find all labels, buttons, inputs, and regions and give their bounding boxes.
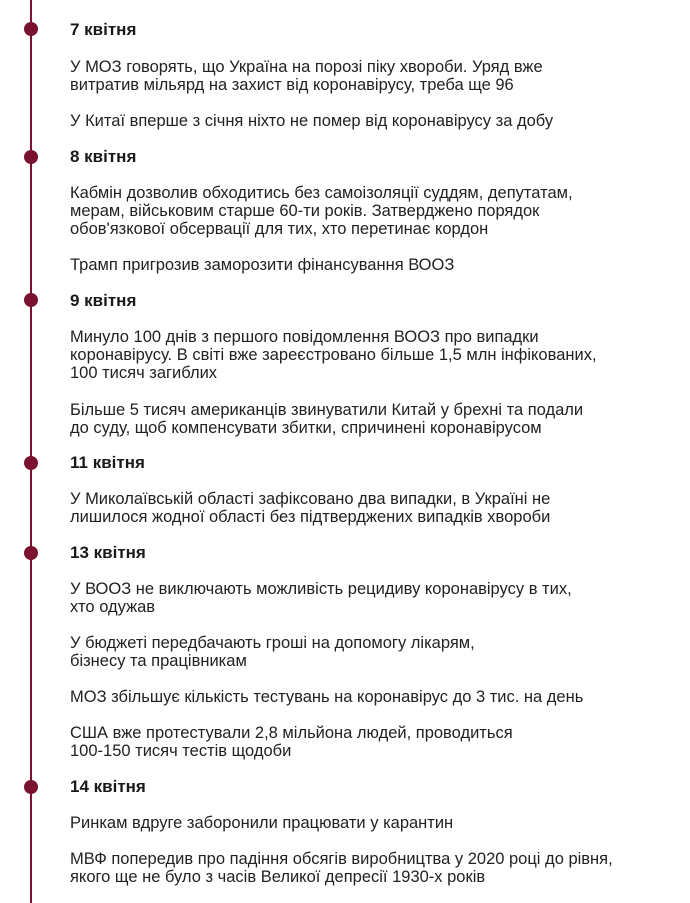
timeline-dot xyxy=(24,150,38,164)
news-entry: Минуло 100 днів з першого повідомлення ВООЗ про випадки коронавірусу. В світі вже зареєстровано більше 1,5 млн інфікованих, 100 тисяч загиблих xyxy=(70,328,597,382)
timeline-dot xyxy=(24,780,38,794)
news-entry: Трамп пригрозив заморозити фінансування ВООЗ xyxy=(70,256,455,274)
news-entry: МОЗ збільшує кількість тестувань на коронавірус до 3 тис. на день xyxy=(70,688,584,706)
news-entry: МВФ попередив про падіння обсягів виробництва у 2020 році до рівня, якого ще не було з часів Великої депресії 1930-х років xyxy=(70,850,613,886)
date-heading: 14 квітня xyxy=(70,777,146,796)
date-heading: 9 квітня xyxy=(70,291,137,310)
news-entry: США вже протестували 2,8 мільйона людей, проводиться 100-150 тисяч тестів щодоби xyxy=(70,724,513,760)
news-entry: Більше 5 тисяч американців звинуватили Китай у брехні та подали до суду, щоб компенсувати збитки, спричинені коронавірусом xyxy=(70,401,584,437)
news-entry: Кабмін дозволив обходитись без самоізоляції суддям, депутатам, мерам, військовим старше 60-ти років. Затверджено порядок обов'язкової обсервації для тих, хто перетинає кордон xyxy=(70,184,573,238)
news-entry: У ВООЗ не виключають можливість рецидиву коронавірусу в тих, хто одужав xyxy=(70,580,572,616)
timeline-dot xyxy=(24,22,38,36)
date-heading: 13 квітня xyxy=(70,543,146,562)
news-entry: У бюджеті передбачають гроші на допомогу лікарям, бізнесу та працівникам xyxy=(70,634,475,670)
news-entry: Ринкам вдруге заборонили працювати у карантин xyxy=(70,814,454,832)
date-heading: 8 квітня xyxy=(70,147,137,166)
news-entry: У Миколаївській області зафіксовано два випадки, в Україні не лишилося жодної області без підтверджених випадків хвороби xyxy=(70,490,551,526)
timeline-dot xyxy=(24,456,38,470)
timeline-dot xyxy=(24,293,38,307)
timeline-dot xyxy=(24,546,38,560)
date-heading: 11 квітня xyxy=(70,453,145,472)
news-entry: У МОЗ говорять, що Україна на порозі піку хвороби. Уряд вже витратив мільярд на захист від коронавірусу, треба ще 96 xyxy=(70,58,543,94)
news-entry: У Китаї вперше з січня ніхто не помер від коронавірусу за добу xyxy=(70,112,554,130)
timeline-line xyxy=(30,0,32,903)
date-heading: 7 квітня xyxy=(70,20,137,39)
